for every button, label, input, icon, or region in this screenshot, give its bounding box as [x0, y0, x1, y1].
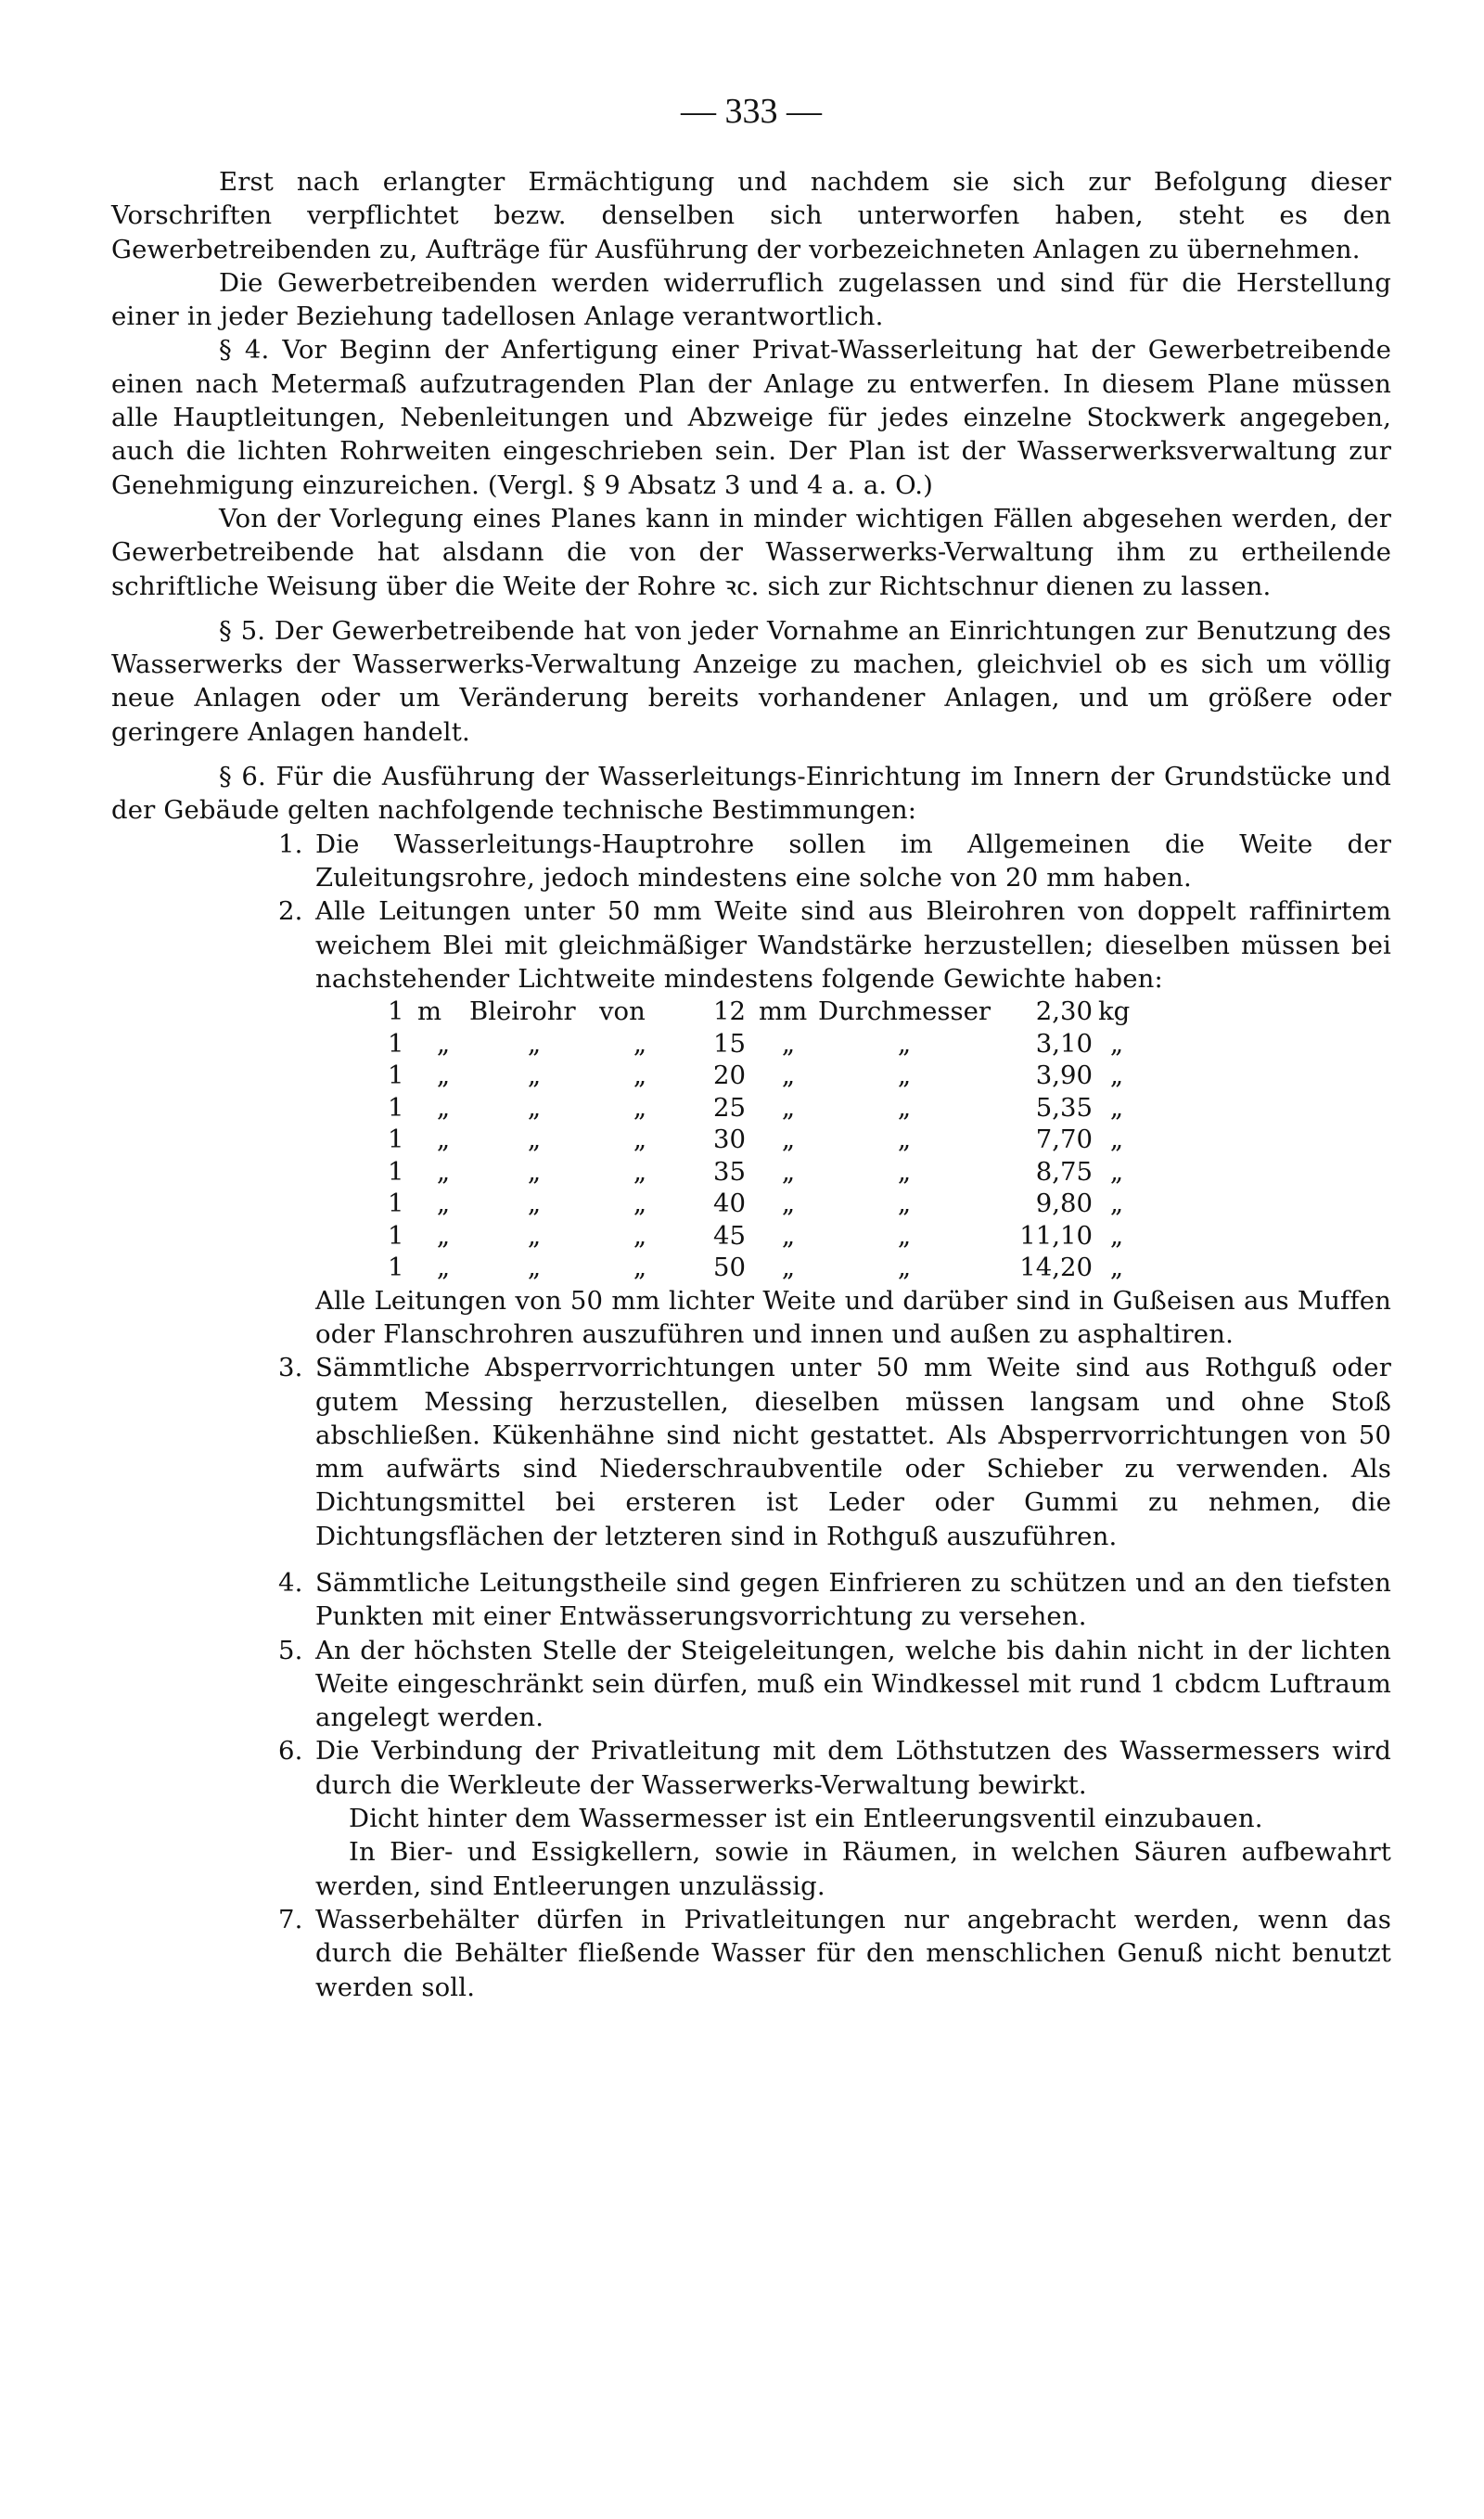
table-cell: „ [897, 1189, 912, 1219]
technical-rules-list-cont [111, 1284, 1391, 2004]
list-item-text: Alle Leitungen von 50 mm lichter Weite und darüber sind in Gußeisen aus Muffen oder Flanschrohren auszuführen und innen und außen zu asphaltiren. [315, 1285, 1391, 1349]
table-cell: „ [897, 1125, 912, 1155]
table-cell: „ [527, 1092, 542, 1123]
table-cell: 1 [388, 1060, 404, 1091]
table-cell: „ [1109, 1189, 1124, 1219]
table-cell: „ [781, 1220, 796, 1251]
table-cell: „ [436, 1253, 451, 1283]
table-cell: „ [527, 1220, 542, 1251]
table-cell: „ [633, 1253, 647, 1283]
table-cell: „ [781, 1092, 796, 1123]
list-item-text: An der höchsten Stelle der Steigeleitungen, welche bis dahin nicht in der lichten Weite eingeschränkt sein dürfen, muß ein Windkessel mit rund 1 cbdcm Luftraum angelegt werden. [315, 1635, 1391, 1733]
table-row [388, 1060, 1135, 1092]
table-cell: „ [633, 1220, 647, 1251]
table-cell: 45 [713, 1220, 746, 1251]
table-row [388, 1028, 1135, 1060]
table-row [388, 1220, 1135, 1253]
table-cell: „ [1109, 1060, 1124, 1091]
list-item-number: 3. [278, 1353, 303, 1383]
table-cell: „ [527, 1156, 542, 1187]
table-cell: kg [1098, 996, 1131, 1027]
paragraph-section-4: § 4. Vor Beginn der Anfertigung einer Privat-Wasserleitung hat der Gewerbetreibende einen nach Metermaß aufzutragenden Plan der Anlage zu entwerfen. In diesem Plane müssen alle Hauptleitungen, Nebenleitungen und Abzweige für jedes einzelne Stockwerk angegeben, auch die lichten Rohrweiten eingeschrieben sein. Der Plan ist der Wasserwerksverwaltung zur Genehmigung einzureichen. (Vergl. § 9 Absatz 3 und 4 a. a. O.) [111, 335, 1391, 500]
list-item-text: Sämmtliche Leitungstheile sind gegen Einfrieren zu schützen und an den tiefsten Punkten mit einer Entwässerungsvorrichtung zu versehen. [315, 1568, 1391, 1632]
table-cell: 12 [713, 996, 746, 1027]
table-cell: 1 [388, 1156, 404, 1187]
table-cell: „ [436, 1060, 451, 1091]
table-cell: „ [897, 1060, 912, 1091]
table-row [388, 1124, 1135, 1156]
table-cell: 40 [713, 1189, 746, 1219]
table-cell: m [417, 996, 442, 1027]
list-item [111, 1351, 1391, 1553]
paragraph-plan-exemption: Von der Vorlegung eines Planes kann in minder wichtigen Fällen abgesehen werden, der Gewerbetreibende hat alsdann die von der Wasserwerks-Verwaltung ihm zu ertheilende schriftliche Weisung über die Weite der Rohre ꝛc. sich zur Richtschnur dienen zu lassen. [111, 503, 1391, 601]
table-cell: „ [527, 1060, 542, 1091]
table-cell: „ [781, 1253, 796, 1283]
table-cell: 11,10 [1019, 1220, 1094, 1251]
table-cell: „ [897, 1028, 912, 1059]
table-cell: „ [527, 1189, 542, 1219]
table-cell: „ [633, 1189, 647, 1219]
list-item-number: 2. [278, 896, 303, 927]
list-item-text: Die Verbindung der Privatleitung mit dem Löthstutzen des Wassermessers wird durch die Werkleute der Wasserwerks-Verwaltung bewirkt. [315, 1736, 1391, 1800]
page-number: — 333 — [681, 92, 822, 131]
list-item-text: Sämmtliche Absperrvorrichtungen unter 50 mm Weite sind aus Rothguß oder gutem Messing herzustellen, dieselben müssen langsam und ohne Stoß abschließen. Kükenhähne sind nicht gestattet. Als Absperrvorrichtungen von 50 mm aufwärts sind Niederschraubventile oder Schieber zu verwenden. Als Dichtungsmittel bei ersteren ist Leder oder Gummi zu nehmen, die Dichtungsflächen der letzteren sind in Rothguß auszuführen. [315, 1353, 1391, 1551]
table-cell: „ [897, 1092, 912, 1123]
table-cell: 50 [713, 1253, 746, 1283]
table-cell: 1 [388, 1220, 404, 1251]
table-cell: 30 [713, 1125, 746, 1155]
table-row [388, 1092, 1135, 1125]
table-cell: „ [436, 1189, 451, 1219]
table-cell: „ [897, 1253, 912, 1283]
table-cell: von [599, 996, 646, 1027]
table-cell: 25 [713, 1092, 746, 1123]
list-item [111, 1634, 1391, 1735]
table-cell: Durchmesser [818, 996, 991, 1027]
list-item [111, 1734, 1391, 1902]
table-cell: „ [781, 1060, 796, 1091]
table-cell: „ [897, 1220, 912, 1251]
table-cell: „ [781, 1189, 796, 1219]
table-cell: „ [436, 1220, 451, 1251]
table-cell: Bleirohr [469, 996, 576, 1027]
list-item-number: 5. [278, 1635, 303, 1665]
list-item [111, 1566, 1391, 1634]
table-cell: „ [633, 1092, 647, 1123]
list-item-continuation [111, 1284, 1391, 1352]
table-cell: 5,35 [1035, 1092, 1094, 1123]
list-item-number: 4. [278, 1568, 303, 1598]
table-cell: 14,20 [1019, 1253, 1094, 1283]
list-item-number: 7. [278, 1904, 303, 1934]
list-item-text: Die Wasserleitungs-Hauptrohre sollen im Allgemeinen die Weite der Zuleitungsrohre, jedoch mindestens eine solche von 20 mm haben. [315, 829, 1391, 893]
list-item [111, 828, 1391, 895]
table-cell: 35 [713, 1156, 746, 1187]
table-cell: 7,70 [1035, 1125, 1094, 1155]
table-cell: 1 [388, 1189, 404, 1219]
table-row [388, 1156, 1135, 1189]
table-cell: „ [633, 1125, 647, 1155]
paragraph-permission: Erst nach erlangter Ermächtigung und nachdem sie sich zur Befolgung dieser Vorschriften verpflichtet bezw. denselben sich unterworfen haben, steht es den Gewerbetreibenden zu, Aufträge für Ausführung der vorbezeichneten Anlagen zu übernehmen. [111, 167, 1391, 264]
table-cell: 3,90 [1035, 1060, 1094, 1091]
list-item-subparagraph: Dicht hinter dem Wassermesser ist ein Entleerungsventil einzubauen. [349, 1804, 1263, 1834]
list-item-text: Alle Leitungen unter 50 mm Weite sind aus Bleirohren von doppelt raffinirtem weichem Blei mit gleichmäßiger Wandstärke herzustellen; dieselben müssen bei nachstehender Lichtweite mindestens folgende Gewichte haben: [315, 896, 1391, 994]
table-cell: 15 [713, 1028, 746, 1059]
table-cell: „ [897, 1156, 912, 1187]
table-cell: „ [436, 1028, 451, 1059]
table-cell: „ [781, 1156, 796, 1187]
list-item-subparagraph: In Bier- und Essigkellern, sowie in Räumen, in welchen Säuren aufbewahrt werden, sind Entleerungen unzulässig. [315, 1837, 1391, 1901]
table-cell: „ [1109, 1028, 1124, 1059]
table-cell: „ [1109, 1125, 1124, 1155]
table-cell: 9,80 [1035, 1189, 1094, 1219]
table-cell: 1 [388, 1092, 404, 1123]
technical-rules-list [111, 828, 1391, 996]
list-item-number: 6. [278, 1736, 303, 1767]
lead-pipe-weight-table [388, 996, 1135, 1284]
table-row [388, 1252, 1135, 1284]
list-item-text: Wasserbehälter dürfen in Privatleitungen nur angebracht werden, wenn das durch die Behälter fließende Wasser für den menschlichen Genuß nicht benutzt werden soll. [315, 1904, 1391, 2002]
table-cell: „ [436, 1125, 451, 1155]
table-cell: 8,75 [1035, 1156, 1094, 1187]
table-cell: „ [781, 1028, 796, 1059]
table-cell: „ [436, 1092, 451, 1123]
table-cell: „ [1109, 1156, 1124, 1187]
table-cell: 2,30 [1035, 996, 1094, 1027]
table-cell: 1 [388, 1253, 404, 1283]
table-cell: 1 [388, 996, 404, 1027]
paragraph-revocable: Die Gewerbetreibenden werden widerruflich zugelassen und sind für die Herstellung einer in jeder Beziehung tadellosen Anlage verantwortlich. [111, 267, 1391, 332]
table-cell: „ [633, 1028, 647, 1059]
list-item [111, 1903, 1391, 2004]
paragraph-section-5: § 5. Der Gewerbetreibende hat von jeder Vornahme an Einrichtungen zur Benutzung des Wasserwerks der Wasserwerks-Verwaltung Anzeige zu machen, gleichviel ob es sich um völlig neue Anlagen oder um Veränderung bereits vorhandener Anlagen, und um größere oder geringere Anlagen handelt. [111, 615, 1391, 747]
table-cell: „ [527, 1253, 542, 1283]
list-item-number: 1. [278, 829, 303, 859]
table-cell: mm [759, 996, 808, 1027]
table-cell: 20 [713, 1060, 746, 1091]
table-cell: „ [633, 1156, 647, 1187]
table-cell: 1 [388, 1028, 404, 1059]
weight-rows [388, 1028, 1135, 1284]
list-item [111, 894, 1391, 996]
table-cell: „ [527, 1028, 542, 1059]
paragraph-section-6: § 6. Für die Ausführung der Wasserleitungs-Einrichtung im Innern der Grundstücke und der Gebäude gelten nachfolgende technische Bestimmungen: [111, 762, 1391, 826]
table-cell: „ [633, 1060, 647, 1091]
table-cell: „ [781, 1125, 796, 1155]
table-cell: „ [436, 1156, 451, 1187]
table-cell: „ [1109, 1220, 1124, 1251]
table-cell: 3,10 [1035, 1028, 1094, 1059]
table-cell: „ [1109, 1092, 1124, 1123]
table-cell: „ [527, 1125, 542, 1155]
table-cell: 1 [388, 1125, 404, 1155]
table-row [388, 1188, 1135, 1220]
table-row [388, 996, 1135, 1028]
table-cell: „ [1109, 1253, 1124, 1283]
